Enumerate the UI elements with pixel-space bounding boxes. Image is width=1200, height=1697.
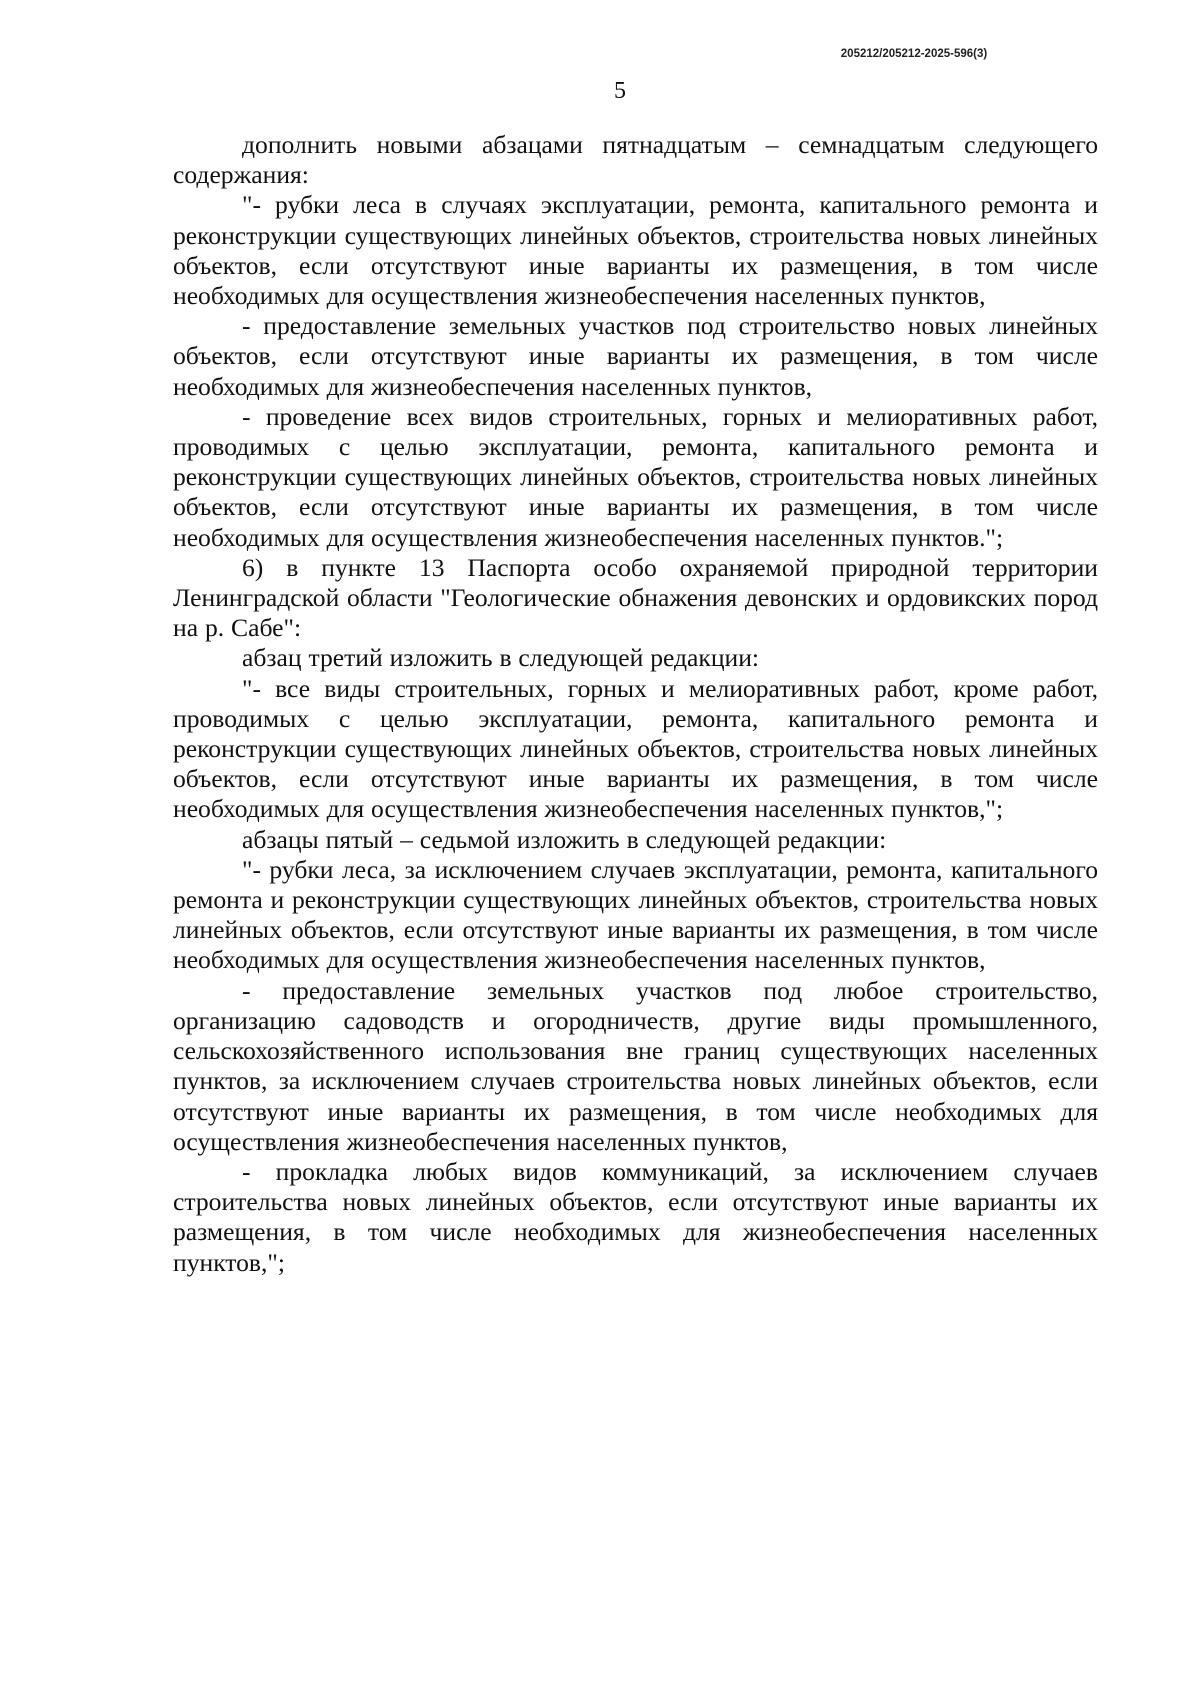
paragraph: абзац третий изложить в следующей редакции:	[242, 643, 760, 673]
document-id: 205212/205212-2025-596(3)	[840, 48, 988, 60]
paragraph: 6) в пункте 13 Паспорта особо охраняемой природной территории Ленинградской области "Геологические обнажения девонских и ордовикских пород на р. Сабе":	[173, 552, 1098, 643]
paragraph: "- рубки леса, за исключением случаев эксплуатации, ремонта, капитального ремонта и реконструкции существующих линейных объектов, строительства новых линейных объектов, если отсутствуют иные варианты их размещения, в том числе необходимых для осуществления жизнеобеспечения населенных пунктов,	[173, 854, 1098, 975]
paragraph: "- все виды строительных, горных и мелиоративных работ, кроме работ, проводимых с целью эксплуатации, ремонта, капитального ремонта и реконструкции существующих линейных объектов, строительства новых линейных объектов, если отсутствуют иные варианты их размещения, в том числе необходимых для осуществления жизнеобеспечения населенных пунктов,";	[173, 673, 1098, 824]
document-body	[173, 130, 1098, 1278]
paragraph: - предоставление земельных участков под строительство новых линейных объектов, если отсутствуют иные варианты их размещения, в том числе необходимых для жизнеобеспечения населенных пунктов,	[173, 311, 1098, 401]
paragraph: - проведение всех видов строительных, горных и мелиоративных работ, проводимых с целью эксплуатации, ремонта, капитального ремонта и реконструкции существующих линейных объектов, строительства новых линейных объектов, если отсутствуют иные варианты их размещения, в том числе необходимых для осуществления жизнеобеспечения населенных пунктов.";	[173, 401, 1098, 552]
paragraph: абзацы пятый – седьмой изложить в следующей редакции:	[242, 824, 887, 854]
paragraph: дополнить новыми абзацами пятнадцатым – семнадцатым следующего содержания:	[173, 130, 1098, 190]
paragraph: - предоставление земельных участков под любое строительство, организацию садоводств и огородничеств, другие виды промышленного, сельскохозяйственного использования вне границ существующих населенных пунктов, за исключением случаев строительства новых линейных объектов, если отсутствуют иные варианты их размещения, в том числе необходимых для осуществления жизнеобеспечения населенных пунктов,	[173, 975, 1098, 1156]
paragraph: - прокладка любых видов коммуникаций, за исключением случаев строительства новых линейных объектов, если отсутствуют иные варианты их размещения, в том числе необходимых для жизнеобеспечения населенных пунктов,";	[173, 1156, 1098, 1277]
page-number: 5	[614, 78, 626, 104]
paragraph: "- рубки леса в случаях эксплуатации, ремонта, капитального ремонта и реконструкции существующих линейных объектов, строительства новых линейных объектов, если отсутствуют иные варианты их размещения, в том числе необходимых для осуществления жизнеобеспечения населенных пунктов,	[173, 190, 1098, 311]
